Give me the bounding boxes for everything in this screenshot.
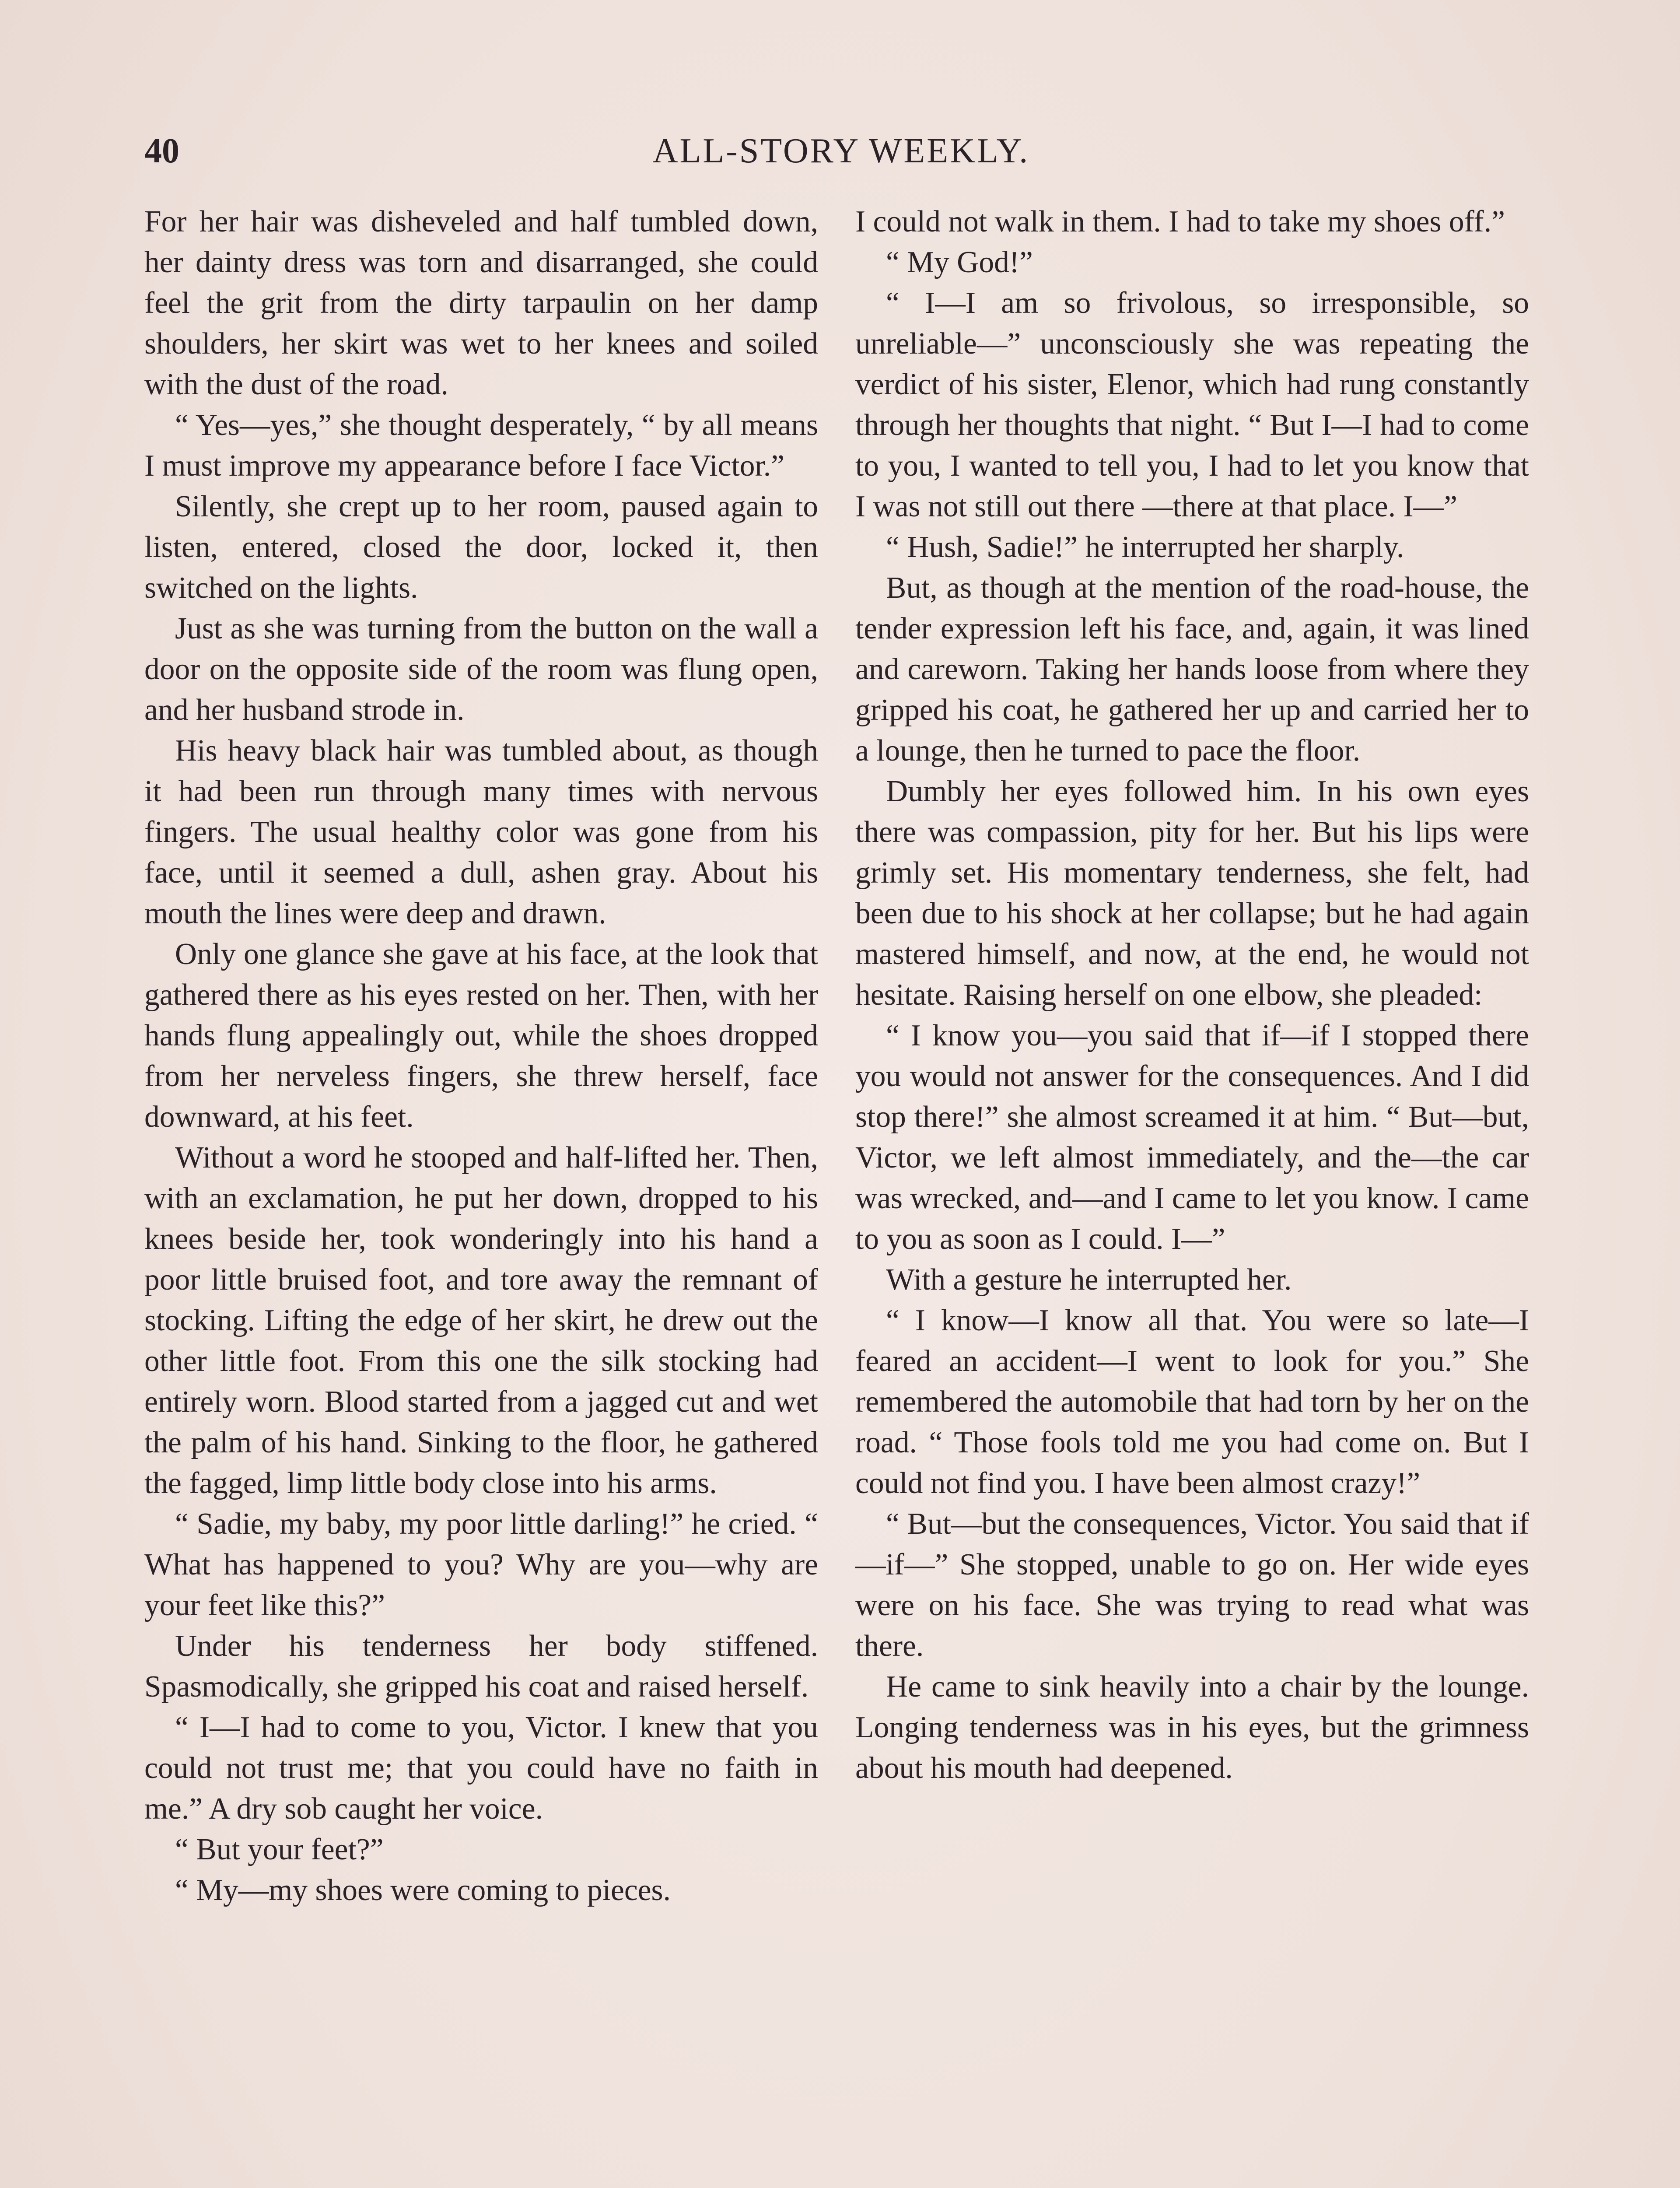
- body-paragraph: “ Sadie, my baby, my poor little darling!” he cried. “ What has happened to you? Why are you—why are your feet like this?”: [144, 1507, 818, 1622]
- body-paragraph: Just as she was turning from the button on the wall a door on the opposite side of the room was flung open, and her husband strode in.: [144, 612, 818, 727]
- right-text-column: [855, 201, 1529, 2188]
- body-paragraph: For her hair was disheveled and half tumbled down, her dainty dress was torn and disarranged, she could feel the grit from the dirty tarpaulin on her damp shoulders, her skirt was wet to her knees and soiled with the dust of the road.: [144, 205, 818, 401]
- body-paragraph: Without a word he stooped and half-lifted her. Then, with an exclamation, he put her down, dropped to his knees beside her, took wonderingly into his hand a poor little bruised foot, and tore away the remnant of stocking. Lifting the edge of her skirt, he drew out the other little foot. From this one the silk stocking had entirely worn. Blood started from a jagged cut and wet the palm of his hand. Sinking to the floor, he gathered the fagged, limp little body close into his arms.: [144, 1141, 818, 1500]
- body-paragraph: “ I—I had to come to you, Victor. I knew that you could not trust me; that you could have no faith in me.” A dry sob caught her voice.: [144, 1711, 818, 1826]
- page-header: [144, 127, 1538, 175]
- body-paragraph: Silently, she crept up to her room, paused again to listen, entered, closed the door, locked it, then switched on the lights.: [144, 490, 818, 605]
- body-paragraph: “ Yes—yes,” she thought desperately, “ by all means I must improve my appearance before I face Victor.”: [144, 408, 818, 483]
- body-paragraph: “ But—but the consequences, Victor. You said that if—if—” She stopped, unable to go on. Her wide eyes were on his face. She was trying to read what was there.: [855, 1507, 1529, 1663]
- body-paragraph: “ I know you—you said that if—if I stopped there you would not answer for the consequences. And I did stop there!” she almost screamed it at him. “ But—but, Victor, we left almost immediately, and the—the car was wrecked, and—and I came to let you know. I came to you as soon as I could. I—”: [855, 1019, 1529, 1256]
- body-paragraph: “ My God!”: [886, 245, 1033, 279]
- left-text-column: [144, 201, 818, 2188]
- body-paragraph: “ My—my shoes were coming to pieces.: [175, 1873, 671, 1907]
- body-paragraph: “ But your feet?”: [175, 1833, 384, 1866]
- body-paragraph: Dumbly her eyes followed him. In his own eyes there was compassion, pity for her. But his lips were grimly set. His momentary tenderness, she felt, had been due to his shock at her collapse; but he had again mastered himself, and now, at the end, he would not hesitate. Raising herself on one elbow, she pleaded:: [855, 775, 1529, 1012]
- body-paragraph: “ I know—I know all that. You were so late—I feared an accident—I went to look for you.” She remembered the automobile that had torn by her on the road. “ Those fools told me you had come on. But I could not find you. I have been almost crazy!”: [855, 1304, 1529, 1500]
- page-number: 40: [144, 132, 179, 170]
- body-paragraph: Under his tenderness her body stiffened. Spasmodically, she gripped his coat and raised herself.: [144, 1629, 818, 1704]
- body-paragraph: Only one glance she gave at his face, at the look that gathered there as his eyes rested on her. Then, with her hands flung appealingly out, while the shoes dropped from her nerveless fingers, she threw herself, face downward, at his feet.: [144, 937, 818, 1134]
- running-head-title: ALL-STORY WEEKLY.: [652, 132, 1030, 170]
- body-paragraph: “ Hush, Sadie!” he interrupted her sharply.: [886, 530, 1404, 564]
- body-paragraph: His heavy black hair was tumbled about, as though it had been run through many times with nervous fingers. The usual healthy color was gone from his face, until it seemed a dull, ashen gray. About his mouth the lines were deep and drawn.: [144, 734, 818, 930]
- body-paragraph: I could not walk in them. I had to take my shoes off.”: [855, 205, 1505, 238]
- body-paragraph: “ I—I am so frivolous, so irresponsible, so unreliable—” unconsciously she was repeating the verdict of his sister, Elenor, which had rung constantly through her thoughts that night. “ But I—I had to come to you, I wanted to tell you, I had to let you know that I was not still out there —there at that place. I—”: [855, 286, 1529, 523]
- body-paragraph: But, as though at the mention of the road-house, the tender expression left his face, and, again, it was lined and careworn. Taking her hands loose from where they gripped his coat, he gathered her up and carried her to a lounge, then he turned to pace the floor.: [855, 571, 1529, 768]
- body-paragraph: He came to sink heavily into a chair by the lounge. Longing tenderness was in his eyes, but the grimness about his mouth had deepened.: [855, 1670, 1529, 1785]
- body-paragraph: With a gesture he interrupted her.: [886, 1263, 1292, 1297]
